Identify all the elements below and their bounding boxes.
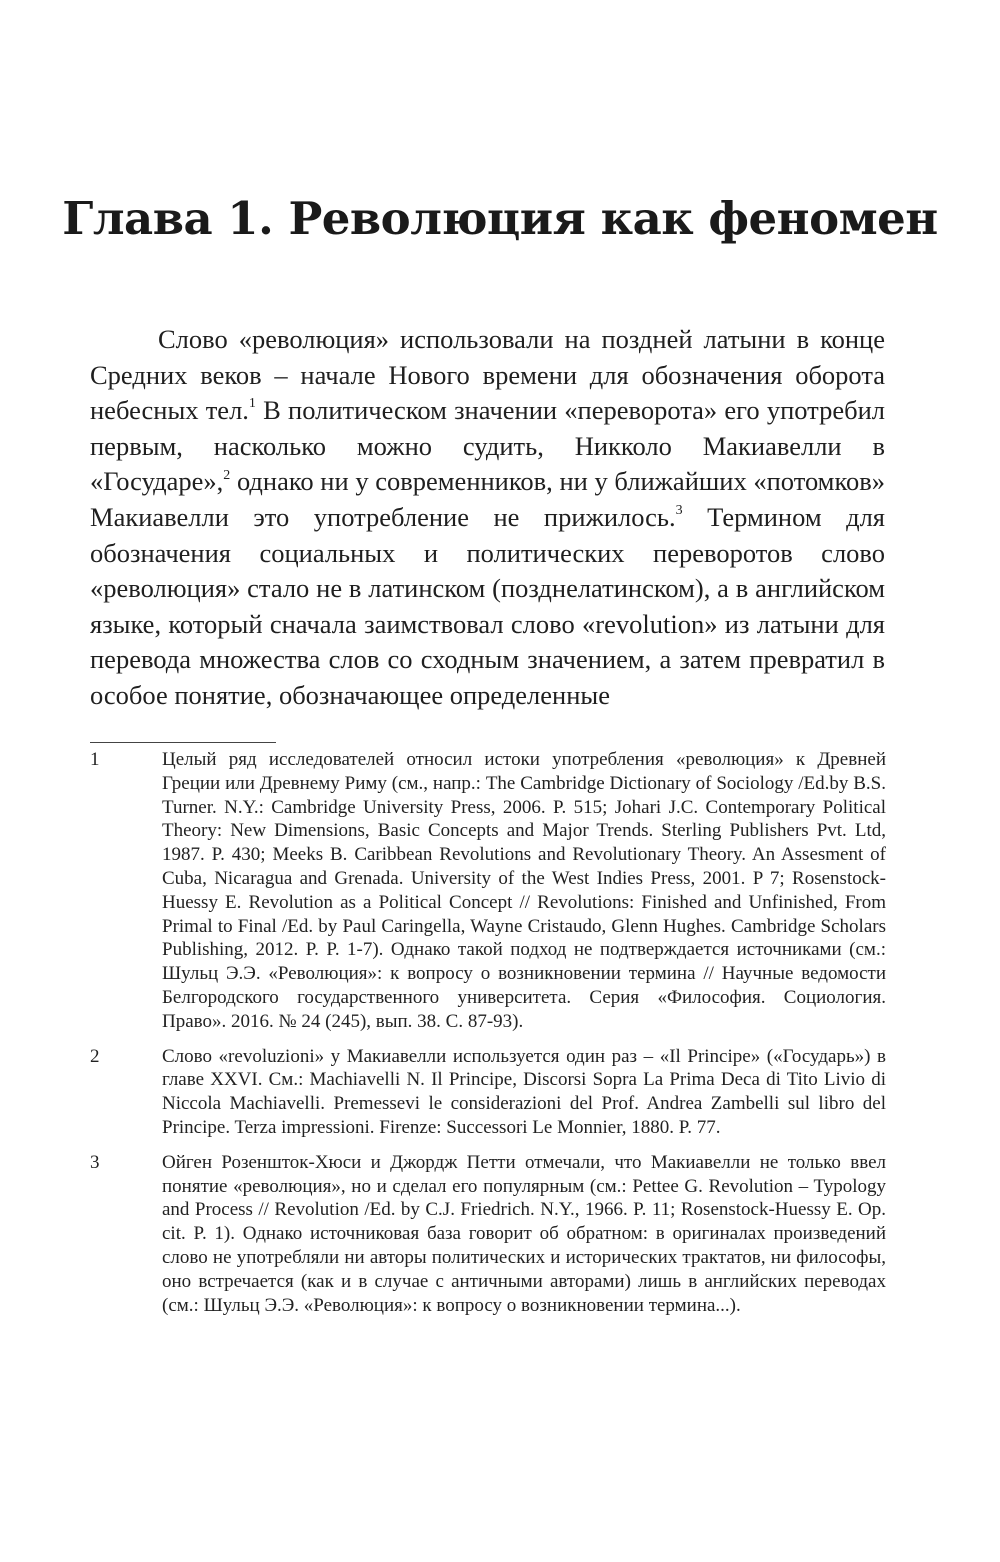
footnote-1 xyxy=(90,748,886,1034)
footnote-ref-1[interactable]: 1 xyxy=(248,396,256,412)
chapter-title: Глава 1. Революция как феномен xyxy=(62,192,938,245)
body-text-part-3: однако ни у современников, ни у ближайших «потомков» Макиавелли это употребление не прижилось. xyxy=(90,466,885,532)
footnote-ref-3[interactable]: 3 xyxy=(675,503,683,519)
footnote-3 xyxy=(90,1151,886,1318)
footnotes-section xyxy=(90,748,886,1328)
body-paragraph xyxy=(90,322,885,714)
footnote-text: Целый ряд исследователей относил истоки употребления «революция» к Древней Греции или Древнему Риму (см., напр.: The Cambridge Dictionary of Sociology /Ed.by B.S. Turner. N.Y.: Cambridge University Press, 2006. P. 515; Johari J.C. Contemporary Political Theory: New Dimensions, Basic Concepts and Major Trends. Sterling Publishers Pvt. Ltd, 1987. P. 430; Meeks B. Caribbean Revolutions and Revolutionary Theory. An Assesment of Cuba, Nicaragua and Grenada. University of the West Indies Press, 2001. P 7; Rosenstock-Huessy E. Revolution as a Political Concept // Revolutions: Finished and Unfinished, From Primal to Final /Ed. by Paul Caringella, Wayne Cristaudo, Glenn Hughes. Cambridge Scholars Publishing, 2012. P. P. 1-7). Однако такой подход не подтверждается источниками (см.: Шульц Э.Э. «Революция»: к вопросу о возникновении термина // Научные ведомости Белгородского государственного университета. Серия «Философия. Социология. Право». 2016. № 24 (245), вып. 38. С. 87-93). xyxy=(162,749,886,1032)
footnote-text: Ойген Розеншток-Хюси и Джордж Петти отмечали, что Макиавелли не только ввел понятие «революция», но и сделал его популярным (см.: Pettee G. Revolution – Typology and Process // Revolution /Ed. by C.J. Friedrich. N.Y., 1966. P. 11; Rosenstock-Huessy E. Op. cit. P. 1). Однако источниковая база говорит об обратном: в оригиналах произведений слово не употребляли ни авторы политических и исторических трактатов, ни философы, оно встречается (как и в случае с античными авторами) лишь в английских переводах (см.: Шульц Э.Э. «Революция»: к вопросу о возникновении термина...). xyxy=(162,1151,886,1316)
footnote-number: 3 xyxy=(90,1151,100,1173)
body-text-part-4: Термином для обозначения социальных и политических переворотов слово «революция» стало не в латинском (позднелатинском), а в английском языке, который сначала заимствовал слово «revolution» из латыни для перевода множества слов со сходным значением, а затем превратил в особое понятие, обозначающее определенные xyxy=(90,501,885,710)
footnote-2 xyxy=(90,1045,886,1140)
footnote-ref-2[interactable]: 2 xyxy=(223,467,231,483)
footnote-text: Слово «revoluzioni» у Макиавелли используется один раз – «Il Principe» («Государь») в главе XXVI. См.: Machiavelli N. Il Principe, Discorsi Sopra La Prima Deca di Tito Livio di Niccola Machiavelli. Premessevi le considerazioni del Prof. Andrea Zambelli sul libro del Principe. Terza impressioni. Firenze: Successori Le Monnier, 1880. P. 77. xyxy=(162,1045,886,1138)
footnote-number: 1 xyxy=(90,749,100,770)
footnote-divider xyxy=(90,742,276,743)
body-text-part-2: В политическом значении «переворота» его употребил первым, насколько можно судить, Никколо Макиавелли в «Государе», xyxy=(90,395,885,497)
body-text-part-1: Слово «революция» использовали на поздней латыни в конце Средних веков – начале Нового времени для обозначения оборота небесных тел. xyxy=(90,324,885,426)
footnote-number: 2 xyxy=(90,1045,100,1067)
